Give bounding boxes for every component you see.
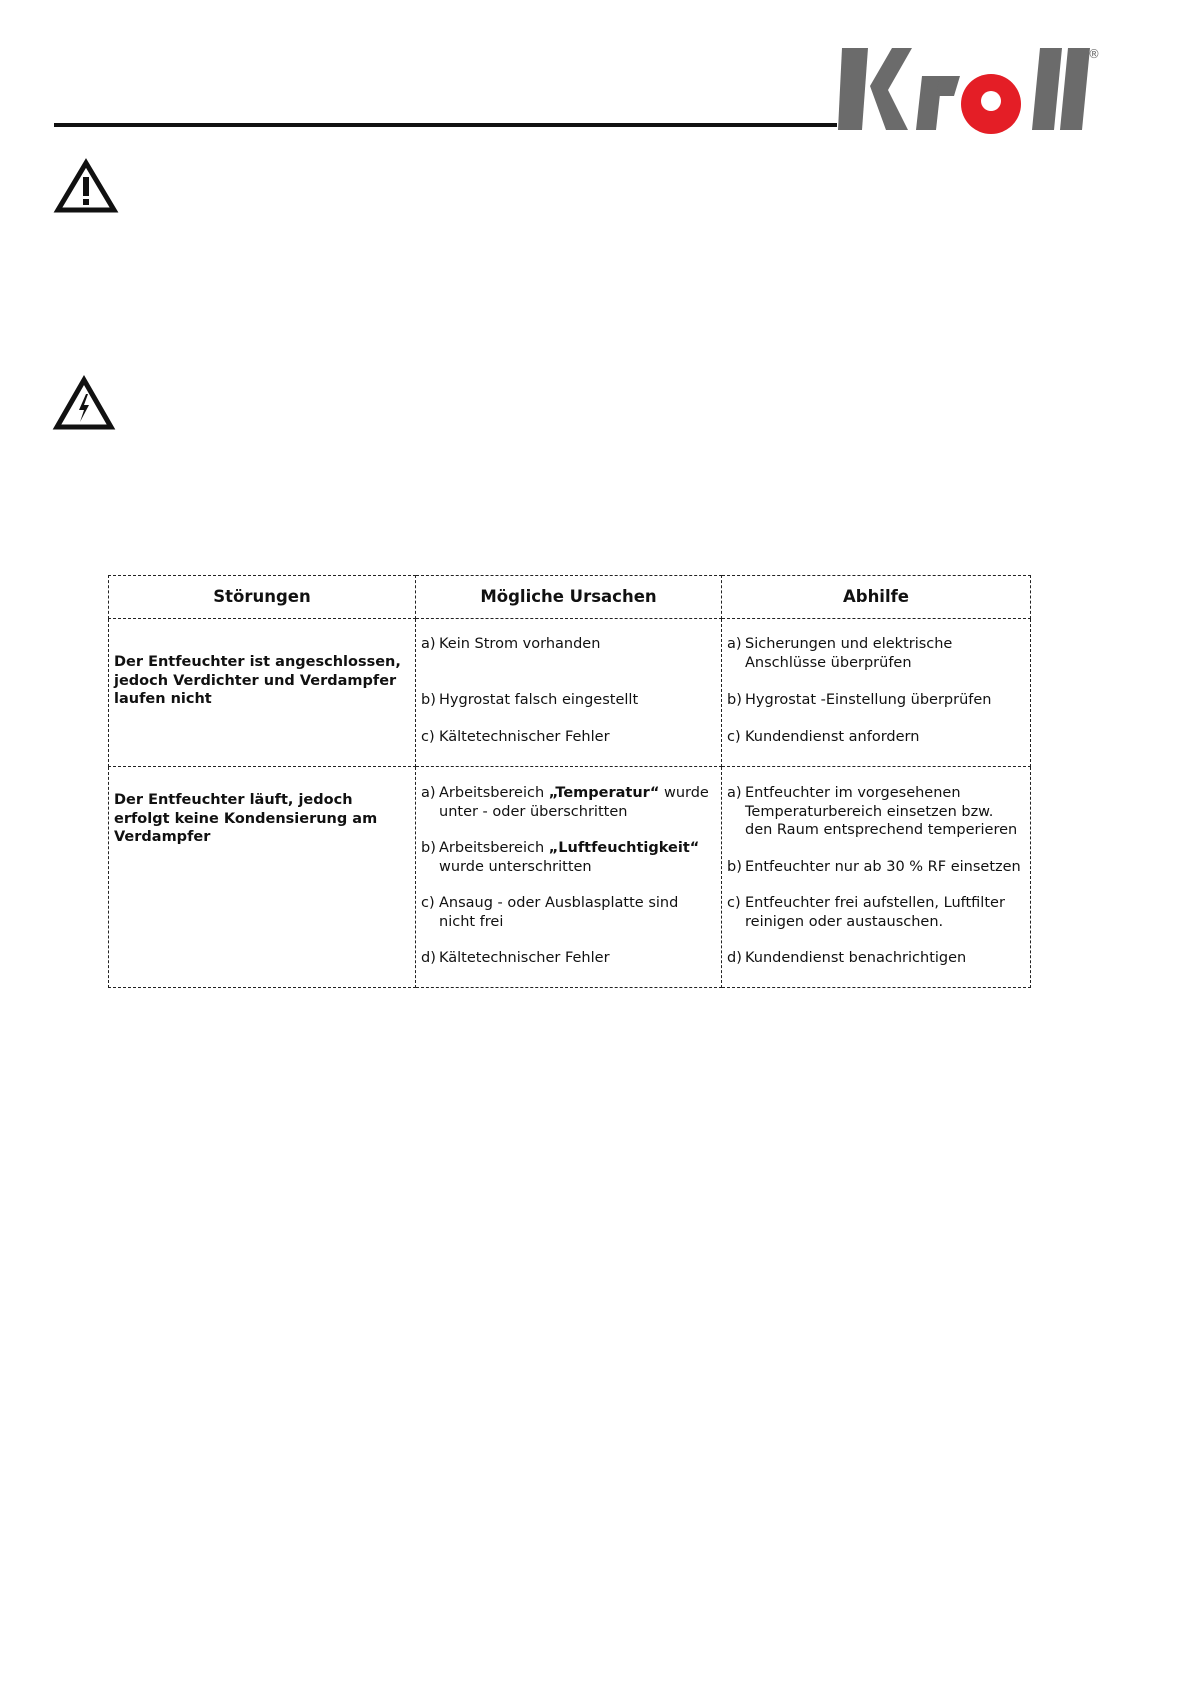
cause-item: a) Kein Strom vorhanden xyxy=(421,636,601,652)
remedy-item: a) Entfeuchter im vorgesehenen Temperaturbereich einsetzen bzw. den Raum entsprechend temperieren xyxy=(727,785,1018,838)
table-row xyxy=(109,767,1031,988)
remedy-item: c) Kundendienst anfordern xyxy=(727,729,920,745)
header-ursachen: Mögliche Ursachen xyxy=(416,576,722,619)
remedy-item: b) Hygrostat -Einstellung überprüfen xyxy=(727,692,992,708)
header-abhilfe: Abhilfe xyxy=(722,576,1031,619)
cause-item: b) Arbeitsbereich „Luftfeuchtigkeit“ wurde unterschritten xyxy=(421,840,700,875)
electrical-hazard-icon xyxy=(54,377,114,431)
causes-cell xyxy=(416,767,722,988)
troubleshooting-table xyxy=(108,575,1031,988)
warning-triangle-icon xyxy=(55,160,117,214)
registered-mark: ® xyxy=(1088,47,1100,61)
remedy-item: c) Entfeuchter frei aufstellen, Luftfilter reinigen oder austauschen. xyxy=(727,895,1005,930)
remedy-item: d) Kundendienst benachrichtigen xyxy=(727,950,967,966)
remedies-cell xyxy=(722,767,1031,988)
remedy-item: b) Entfeuchter nur ab 30 % RF einsetzen xyxy=(727,859,1021,875)
emphasis-text: „Temperatur“ xyxy=(548,785,660,801)
table-header-row xyxy=(109,576,1031,619)
remedies-cell xyxy=(722,619,1031,767)
fault-text: Der Entfeuchter ist angeschlossen, jedoch Verdichter und Verdampfer laufen nicht xyxy=(114,654,401,707)
causes-cell xyxy=(416,619,722,767)
header-rule xyxy=(54,123,837,127)
remedy-item: a) Sicherungen und elektrische Anschlüsse überprüfen xyxy=(727,636,953,671)
kroll-logo xyxy=(838,46,1098,134)
table-row xyxy=(109,619,1031,767)
emphasis-text: „Luftfeuchtigkeit“ xyxy=(548,840,700,856)
fault-cell xyxy=(109,767,416,988)
cause-item: a) Arbeitsbereich „Temperatur“ wurde unter - oder überschritten xyxy=(421,785,709,820)
cause-item: c) Kältetechnischer Fehler xyxy=(421,729,610,745)
cause-item: d) Kältetechnischer Fehler xyxy=(421,950,610,966)
cause-item: b) Hygrostat falsch eingestellt xyxy=(421,692,639,708)
fault-cell xyxy=(109,619,416,767)
header-stoerungen: Störungen xyxy=(109,576,416,619)
cause-item: c) Ansaug - oder Ausblasplatte sind nicht frei xyxy=(421,895,679,930)
fault-text: Der Entfeuchter läuft, jedoch erfolgt keine Kondensierung am Verdampfer xyxy=(114,792,378,845)
